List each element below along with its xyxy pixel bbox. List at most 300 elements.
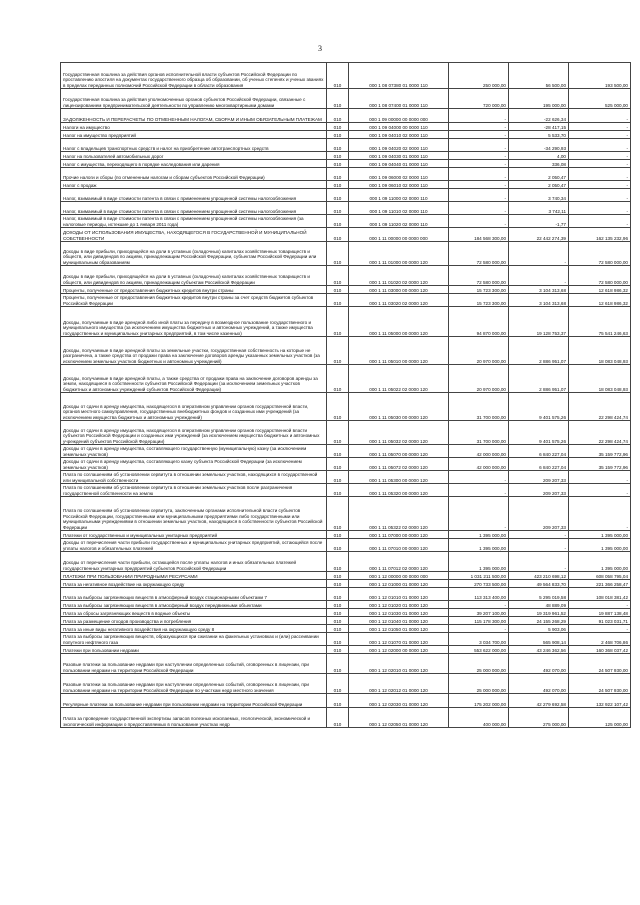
row-code-cell: 010 — [327, 294, 349, 307]
row-name-cell: Государственная пошлина за действия органов исполнительной власти субъектов Российской Федерации по проставлению апостиля на документах государственного образца об образовании, об ученых степенях и ученых званиях в пределах переданных полномочий Российской Федерации в области образования — [61, 63, 327, 89]
row-executed-cell: 22 442 274,39 — [509, 228, 569, 242]
row-unexecuted-cell: 162 135 232,96 — [569, 228, 631, 242]
row-name-cell: Доходы в виде прибыли, приходящейся на доли в уставных (складочных) капиталах хозяйственных товариществ и обществ, или дивидендов по акциям, принадлежащим Российской Федерации, субъектам Российской Федерации или муниципальным образованиям — [61, 242, 327, 266]
row-executed-cell: 492 070,00 — [509, 674, 569, 694]
row-unexecuted-cell: - — [569, 189, 631, 202]
row-kbk-cell: 000 1 12 01000 01 0000 120 — [349, 580, 449, 588]
row-unexecuted-cell: 22 298 424,74 — [569, 421, 631, 445]
row-assigned-cell: 31 700 000,00 — [449, 393, 509, 421]
row-assigned-cell: - — [449, 160, 509, 168]
row-assigned-cell: - — [449, 471, 509, 484]
table-row — [61, 617, 631, 625]
row-executed-cell: - — [509, 242, 569, 266]
row-kbk-cell: 000 1 09 11010 02 0000 110 — [349, 202, 449, 215]
row-assigned-cell: 270 733 500,00 — [449, 580, 509, 588]
row-kbk-cell: 000 1 09 00000 00 0000 000 — [349, 109, 449, 123]
row-executed-cell: 5 295 019,58 — [509, 588, 569, 601]
row-unexecuted-cell: 1 395 000,00 — [569, 539, 631, 552]
row-assigned-cell: 94 870 000,00 — [449, 307, 509, 337]
table-row — [61, 294, 631, 307]
table-row — [61, 89, 631, 109]
row-name-cell: Доходы от перечисления части прибыли, остающейся после уплаты налогов и иных обязательных платежей государственных унитарных предприятий субъектов Российской Федерации — [61, 552, 327, 572]
row-assigned-cell: 553 622 000,00 — [449, 646, 509, 654]
row-name-cell: Регулярные платежи за пользование недрами при пользовании недрами на территории Российской Федерации — [61, 694, 327, 708]
table-row — [61, 588, 631, 601]
row-name-cell: Доходы, получаемые в виде арендной платы, а также средства от продажи права на заключение договоров аренды за земли, находящиеся в собственности субъектов Российской Федерации (за исключением земельных участков бюджетных и автономных учреждений субъектов Российской Федерации) — [61, 365, 327, 393]
page-number: 3 — [318, 44, 322, 53]
row-name-cell: Плата за размещение отходов производства и потребления — [61, 617, 327, 625]
row-executed-cell: 19 128 753,37 — [509, 307, 569, 337]
table-row — [61, 168, 631, 181]
row-executed-cell: 2 050,47 — [509, 168, 569, 181]
table-row — [61, 674, 631, 694]
row-code-cell: 010 — [327, 266, 349, 286]
row-executed-cell: 9 401 575,26 — [509, 393, 569, 421]
row-executed-cell: - — [509, 531, 569, 539]
row-unexecuted-cell: 108 018 381,42 — [569, 588, 631, 601]
row-code-cell: 010 — [327, 109, 349, 123]
row-kbk-cell: 000 1 11 05072 02 0000 120 — [349, 458, 449, 471]
row-kbk-cell: 000 1 11 07010 00 0000 120 — [349, 539, 449, 552]
row-assigned-cell: 115 178 300,00 — [449, 617, 509, 625]
row-unexecuted-cell: - — [569, 152, 631, 160]
row-code-cell: 010 — [327, 202, 349, 215]
row-assigned-cell: 25 000 000,00 — [449, 654, 509, 674]
row-code-cell: 010 — [327, 552, 349, 572]
row-unexecuted-cell: 193 500,00 — [569, 63, 631, 89]
row-assigned-cell: 1 395 000,00 — [449, 531, 509, 539]
table-row — [61, 365, 631, 393]
row-assigned-cell: - — [449, 484, 509, 497]
row-assigned-cell: 72 580 000,00 — [449, 266, 509, 286]
row-code-cell: 010 — [327, 580, 349, 588]
row-executed-cell: 19 319 961,52 — [509, 609, 569, 617]
row-executed-cell: 209 207,33 — [509, 497, 569, 531]
row-name-cell: Платежи при пользовании недрами — [61, 646, 327, 654]
row-assigned-cell: - — [449, 139, 509, 152]
row-assigned-cell: 42 000 000,00 — [449, 458, 509, 471]
table-row — [61, 152, 631, 160]
row-code-cell: 010 — [327, 131, 349, 139]
table-row — [61, 286, 631, 294]
row-name-cell: Налог с продаж — [61, 181, 327, 189]
row-kbk-cell: 000 1 09 04020 02 0000 110 — [349, 139, 449, 152]
row-unexecuted-cell: 12 618 986,32 — [569, 286, 631, 294]
row-kbk-cell: 000 1 11 03020 02 0000 120 — [349, 294, 449, 307]
revenue-table-body — [61, 63, 631, 728]
row-unexecuted-cell: - — [569, 601, 631, 609]
table-row — [61, 580, 631, 588]
row-assigned-cell: 250 000,00 — [449, 63, 509, 89]
row-assigned-cell: 15 723 300,00 — [449, 286, 509, 294]
row-name-cell: ДОХОДЫ ОТ ИСПОЛЬЗОВАНИЯ ИМУЩЕСТВА, НАХОДЯЩЕГОСЯ В ГОСУДАРСТВЕННОЙ И МУНИЦИПАЛЬНОЙ СОБСТВЕННОСТИ — [61, 228, 327, 242]
table-row — [61, 242, 631, 266]
row-code-cell: 010 — [327, 421, 349, 445]
row-unexecuted-cell: 1 395 000,00 — [569, 552, 631, 572]
row-assigned-cell: 1 395 000,00 — [449, 552, 509, 572]
row-assigned-cell: - — [449, 497, 509, 531]
row-code-cell: 010 — [327, 588, 349, 601]
row-code-cell: 010 — [327, 63, 349, 89]
row-assigned-cell: 184 568 300,00 — [449, 228, 509, 242]
row-executed-cell: 336,08 — [509, 160, 569, 168]
row-unexecuted-cell: 35 159 772,96 — [569, 445, 631, 458]
table-row — [61, 625, 631, 633]
row-unexecuted-cell: 125 000,00 — [569, 708, 631, 728]
row-code-cell: 010 — [327, 365, 349, 393]
row-unexecuted-cell: 18 083 048,93 — [569, 337, 631, 365]
table-row — [61, 484, 631, 497]
row-executed-cell: 423 210 698,12 — [509, 572, 569, 580]
row-assigned-cell: - — [449, 131, 509, 139]
row-executed-cell: 3 742,11 — [509, 202, 569, 215]
row-kbk-cell: 000 1 11 07012 02 0000 120 — [349, 552, 449, 572]
row-unexecuted-cell: - — [569, 168, 631, 181]
row-name-cell: Плата за иные виды негативного воздействия на окружающую среду 8 — [61, 625, 327, 633]
row-unexecuted-cell: - — [569, 181, 631, 189]
row-unexecuted-cell: 24 507 930,00 — [569, 654, 631, 674]
table-row — [61, 228, 631, 242]
row-kbk-cell: 000 1 08 07400 01 0000 110 — [349, 89, 449, 109]
row-name-cell: Налоги на имущество — [61, 123, 327, 131]
row-executed-cell: 2 886 951,07 — [509, 365, 569, 393]
row-assigned-cell: - — [449, 181, 509, 189]
row-executed-cell: 49 564 833,70 — [509, 580, 569, 588]
row-unexecuted-cell: - — [569, 215, 631, 228]
row-executed-cell: 24 155 268,29 — [509, 617, 569, 625]
row-kbk-cell: 000 1 09 04040 01 0000 110 — [349, 160, 449, 168]
table-row — [61, 139, 631, 152]
row-code-cell: 010 — [327, 609, 349, 617]
row-name-cell: Доходы от сдачи в аренду имущества, находящегося в оперативном управлении органов государственной власти субъектов Российской Федерации и созданных ими учреждений (за исключением имущества бюджетных и автономных учреждений субъектов Российской Федерации) — [61, 421, 327, 445]
row-name-cell: Проценты, полученные от предоставления бюджетных кредитов внутри страны за счет средств бюджетов субъектов Российской Федерации — [61, 294, 327, 307]
row-assigned-cell: 400 000,00 — [449, 708, 509, 728]
row-code-cell: 010 — [327, 601, 349, 609]
row-kbk-cell: 000 1 12 02012 01 0000 120 — [349, 674, 449, 694]
row-name-cell: Налог на пользователей автомобильных дорог — [61, 152, 327, 160]
table-row — [61, 337, 631, 365]
row-name-cell: Налог, взимаемый в виде стоимости патента в связи с применением упрощенной системы налогообложения — [61, 189, 327, 202]
table-row — [61, 609, 631, 617]
table-row — [61, 189, 631, 202]
row-code-cell: 010 — [327, 654, 349, 674]
table-row — [61, 160, 631, 168]
row-executed-cell: 2 886 951,07 — [509, 337, 569, 365]
table-row — [61, 531, 631, 539]
table-row — [61, 393, 631, 421]
row-name-cell: Прочие налоги и сборы (по отмененным налогам и сборам субъектов Российской Федерации) — [61, 168, 327, 181]
row-name-cell: Доходы, получаемые в виде арендной платы за земельные участки, государственная собственность на которые не разграничена, а также средства от продажи права на заключение договоров аренды указанных земельных участков (за исключением земельных участков бюджетных и автономных учреждений) — [61, 337, 327, 365]
row-name-cell: Налог, взимаемый в виде стоимости патента в связи с применением упрощенной системы налогообложения (за налоговые периоды, истекшие до 1 января 2011 года) — [61, 215, 327, 228]
row-kbk-cell: 000 1 11 05000 00 0000 120 — [349, 307, 449, 337]
row-name-cell: Плата за выбросы загрязняющих веществ в атмосферный воздух передвижными объектами — [61, 601, 327, 609]
row-unexecuted-cell: 1 395 000,00 — [569, 531, 631, 539]
row-unexecuted-cell: - — [569, 484, 631, 497]
row-assigned-cell: 113 313 400,00 — [449, 588, 509, 601]
row-kbk-cell: 000 1 08 07380 01 0000 110 — [349, 63, 449, 89]
row-code-cell: 010 — [327, 286, 349, 294]
table-row — [61, 123, 631, 131]
row-executed-cell: 209 207,33 — [509, 471, 569, 484]
table-row — [61, 307, 631, 337]
row-code-cell: 010 — [327, 458, 349, 471]
row-code-cell: 010 — [327, 123, 349, 131]
row-name-cell: Плата по соглашениям об установлении сервитута в отношении земельных участков после разграничения государственной собственности на землю — [61, 484, 327, 497]
table-row — [61, 471, 631, 484]
row-assigned-cell: - — [449, 123, 509, 131]
table-row — [61, 181, 631, 189]
row-executed-cell: -34 290,93 — [509, 139, 569, 152]
row-unexecuted-cell: 608 058 795,04 — [569, 572, 631, 580]
row-kbk-cell: 000 1 11 05070 00 0000 120 — [349, 445, 449, 458]
row-assigned-cell: - — [449, 189, 509, 202]
row-name-cell: ЗАДОЛЖЕННОСТЬ И ПЕРЕРАСЧЕТЫ ПО ОТМЕНЕННЫМ НАЛОГАМ, СБОРАМ И ИНЫМ ОБЯЗАТЕЛЬНЫМ ПЛАТЕЖАМ — [61, 109, 327, 123]
row-unexecuted-cell: - — [569, 497, 631, 531]
row-executed-cell: -22 626,34 — [509, 109, 569, 123]
row-executed-cell: - — [509, 266, 569, 286]
row-name-cell: Доходы от сдачи в аренду имущества, составляющего казну субъекта Российской Федерации (за исключением земельных участков) — [61, 458, 327, 471]
row-assigned-cell: 1 031 211 500,00 — [449, 572, 509, 580]
row-kbk-cell: 000 1 11 05032 02 0000 120 — [349, 421, 449, 445]
row-name-cell: Налог с владельцев транспортных средств и налог на приобретение автотранспортных средств — [61, 139, 327, 152]
row-code-cell: 010 — [327, 228, 349, 242]
row-name-cell: ПЛАТЕЖИ ПРИ ПОЛЬЗОВАНИИ ПРИРОДНЫМИ РЕСУРСАМИ — [61, 572, 327, 580]
row-assigned-cell: - — [449, 152, 509, 160]
row-code-cell: 010 — [327, 694, 349, 708]
row-code-cell: 010 — [327, 160, 349, 168]
table-row — [61, 708, 631, 728]
row-unexecuted-cell: 91 023 031,71 — [569, 617, 631, 625]
row-executed-cell: 275 000,00 — [509, 708, 569, 728]
row-kbk-cell: 000 1 09 06010 02 0000 110 — [349, 181, 449, 189]
row-code-cell: 010 — [327, 307, 349, 337]
row-kbk-cell: 000 1 12 02050 01 0000 120 — [349, 708, 449, 728]
row-name-cell: Платежи от государственных и муниципальных унитарных предприятий — [61, 531, 327, 539]
table-row — [61, 694, 631, 708]
row-kbk-cell: 000 1 09 11020 02 0000 110 — [349, 215, 449, 228]
row-unexecuted-cell: 160 368 037,42 — [569, 646, 631, 654]
row-unexecuted-cell: 22 298 424,74 — [569, 393, 631, 421]
row-name-cell: Разовые платежи за пользование недрами при наступлении определенных событий, оговоренных в лицензии, при пользовании недрами на территории Российской Федерации по участкам недр местного значения — [61, 674, 327, 694]
table-row — [61, 646, 631, 654]
table-row — [61, 633, 631, 646]
row-name-cell: Доходы, получаемые в виде арендной либо иной платы за передачу в возмездное пользование государственного и муниципального имущества (за исключением имущества бюджетных и автономных учреждений, а также имущества государственных и муниципальных унитарных предприятий, в том числе казенных) — [61, 307, 327, 337]
row-kbk-cell: 000 1 11 00000 00 0000 000 — [349, 228, 449, 242]
row-kbk-cell: 000 1 11 05022 02 0000 120 — [349, 365, 449, 393]
table-row — [61, 458, 631, 471]
row-code-cell: 010 — [327, 625, 349, 633]
row-unexecuted-cell: 19 887 138,48 — [569, 609, 631, 617]
row-name-cell: Плата по соглашениям об установлении сервитута в отношении земельных участков, находящихся в государственной или муниципальной собственности — [61, 471, 327, 484]
row-name-cell: Доходы от сдачи в аренду имущества, находящегося в оперативном управлении органов государственной власти, органов местного самоуправления, государственных внебюджетных фондов и созданных ими учреждений (за исключением имущества бюджетных и автономных учреждений) — [61, 393, 327, 421]
row-executed-cell: 56 500,00 — [509, 63, 569, 89]
row-assigned-cell: 3 034 700,00 — [449, 633, 509, 646]
table-row — [61, 266, 631, 286]
row-assigned-cell: 720 000,00 — [449, 89, 509, 109]
row-code-cell: 010 — [327, 674, 349, 694]
row-kbk-cell: 000 1 11 01000 00 0000 120 — [349, 242, 449, 266]
row-code-cell: 010 — [327, 484, 349, 497]
row-kbk-cell: 000 1 12 01050 01 0000 120 — [349, 625, 449, 633]
row-unexecuted-cell: - — [569, 625, 631, 633]
row-executed-cell: 195 000,00 — [509, 89, 569, 109]
row-code-cell: 010 — [327, 471, 349, 484]
row-kbk-cell: 000 1 12 01070 01 0000 120 — [349, 633, 449, 646]
table-row — [61, 109, 631, 123]
row-kbk-cell: 000 1 12 01020 01 0000 120 — [349, 601, 449, 609]
row-unexecuted-cell: 35 159 772,96 — [569, 458, 631, 471]
row-executed-cell: 4,00 — [509, 152, 569, 160]
row-kbk-cell: 000 1 12 00000 00 0000 000 — [349, 572, 449, 580]
row-kbk-cell: 000 1 11 05300 00 0000 120 — [349, 471, 449, 484]
row-kbk-cell: 000 1 12 02000 00 0000 120 — [349, 646, 449, 654]
row-executed-cell: 43 246 362,56 — [509, 646, 569, 654]
row-kbk-cell: 000 1 09 04010 02 0000 110 — [349, 131, 449, 139]
row-executed-cell: 9 401 575,26 — [509, 421, 569, 445]
row-code-cell: 010 — [327, 539, 349, 552]
row-code-cell: 010 — [327, 708, 349, 728]
row-name-cell: Государственная пошлина за действия уполномоченных органов субъектов Российской Федерации, связанные с лицензированием предпринимательской деятельности по управлению многоквартирными домами — [61, 89, 327, 109]
row-unexecuted-cell: 75 541 246,63 — [569, 307, 631, 337]
row-unexecuted-cell: 24 507 930,00 — [569, 674, 631, 694]
table-row — [61, 552, 631, 572]
row-assigned-cell: 72 580 000,00 — [449, 242, 509, 266]
row-assigned-cell: - — [449, 202, 509, 215]
row-code-cell: 010 — [327, 337, 349, 365]
row-executed-cell: -1,77 — [509, 215, 569, 228]
row-kbk-cell: 000 1 11 05322 02 0000 120 — [349, 497, 449, 531]
row-kbk-cell: 000 1 12 01040 01 0000 120 — [349, 617, 449, 625]
row-executed-cell: 5 533,70 — [509, 131, 569, 139]
row-assigned-cell: 31 700 000,00 — [449, 421, 509, 445]
row-code-cell: 010 — [327, 181, 349, 189]
row-kbk-cell: 000 1 12 01010 01 0000 120 — [349, 588, 449, 601]
row-executed-cell: 3 740,34 — [509, 189, 569, 202]
row-name-cell: Доходы от сдачи в аренду имущества, составляющего государственную (муниципальную) казну (за исключением земельных участков) — [61, 445, 327, 458]
table-row — [61, 539, 631, 552]
row-assigned-cell: - — [449, 601, 509, 609]
row-executed-cell: 3 104 313,68 — [509, 286, 569, 294]
row-unexecuted-cell: - — [569, 202, 631, 215]
row-executed-cell: - — [509, 539, 569, 552]
row-name-cell: Плата за сбросы загрязняющих веществ в водные объекты — [61, 609, 327, 617]
row-name-cell: Плата за выбросы загрязняющих веществ в атмосферный воздух стационарными объектами 7 — [61, 588, 327, 601]
row-kbk-cell: 000 1 11 05320 00 0000 120 — [349, 484, 449, 497]
table-row — [61, 63, 631, 89]
row-unexecuted-cell: 72 580 000,00 — [569, 266, 631, 286]
row-unexecuted-cell: 12 618 986,32 — [569, 294, 631, 307]
row-kbk-cell: 000 1 12 01030 01 0000 120 — [349, 609, 449, 617]
row-kbk-cell: 000 1 09 04000 00 0000 110 — [349, 123, 449, 131]
row-unexecuted-cell: - — [569, 131, 631, 139]
row-executed-cell: 42 279 692,58 — [509, 694, 569, 708]
row-name-cell: Доходы от перечисления части прибыли государственных и муниципальных унитарных предприятий, остающейся после уплаты налогов и обязательных платежей — [61, 539, 327, 552]
row-kbk-cell: 000 1 09 06000 02 0000 110 — [349, 168, 449, 181]
row-code-cell: 010 — [327, 168, 349, 181]
row-executed-cell: 5 903,06 — [509, 625, 569, 633]
row-kbk-cell: 000 1 09 11000 02 0000 110 — [349, 189, 449, 202]
row-executed-cell: -28 417,15 — [509, 123, 569, 131]
row-name-cell: Плата за выбросы загрязняющих веществ, образующихся при сжигании на факельных установках и (или) рассеивании попутного нефтяного газа — [61, 633, 327, 646]
row-code-cell: 010 — [327, 89, 349, 109]
row-code-cell: 010 — [327, 445, 349, 458]
row-code-cell: 010 — [327, 497, 349, 531]
table-row — [61, 601, 631, 609]
row-assigned-cell: 39 207 100,00 — [449, 609, 509, 617]
row-kbk-cell: 000 1 12 02030 01 0000 120 — [349, 694, 449, 708]
table-row — [61, 131, 631, 139]
row-name-cell: Плата за негативное воздействие на окружающую среду — [61, 580, 327, 588]
table-row — [61, 497, 631, 531]
row-code-cell: 010 — [327, 531, 349, 539]
row-unexecuted-cell: 2 468 706,86 — [569, 633, 631, 646]
row-executed-cell: 492 070,00 — [509, 654, 569, 674]
row-code-cell: 010 — [327, 242, 349, 266]
row-unexecuted-cell: - — [569, 139, 631, 152]
row-name-cell: Плата по соглашениям об установлении сервитута, заключенным органами исполнительной власти субъектов Российской Федерации, государственными или муниципальными предприятиями либо государственными или муниципальными учреждениями в отношении земельных участков, находящихся в собственности субъектов Российской Федерации — [61, 497, 327, 531]
row-unexecuted-cell: 525 000,00 — [569, 89, 631, 109]
table-row — [61, 572, 631, 580]
row-code-cell: 010 — [327, 572, 349, 580]
row-kbk-cell: 000 1 11 07000 00 0000 120 — [349, 531, 449, 539]
table-row — [61, 445, 631, 458]
row-assigned-cell: - — [449, 625, 509, 633]
table-row — [61, 215, 631, 228]
row-assigned-cell: 25 000 000,00 — [449, 674, 509, 694]
row-name-cell: Налог, взимаемый в виде стоимости патента в связи с применением упрощенной системы налогообложения — [61, 202, 327, 215]
row-executed-cell: 6 840 227,04 — [509, 445, 569, 458]
table-row — [61, 202, 631, 215]
row-assigned-cell: - — [449, 168, 509, 181]
row-assigned-cell: 20 970 000,00 — [449, 365, 509, 393]
row-kbk-cell: 000 1 11 05030 00 0000 120 — [349, 393, 449, 421]
row-unexecuted-cell: 221 366 258,47 — [569, 580, 631, 588]
row-name-cell: Доходы в виде прибыли, приходящейся на доли в уставных (складочных) капиталах хозяйственных товариществ и обществ, или дивидендов по акциям, принадлежащим субъектам Российской Федерации — [61, 266, 327, 286]
row-code-cell: 010 — [327, 152, 349, 160]
row-code-cell: 010 — [327, 189, 349, 202]
row-code-cell: 010 — [327, 393, 349, 421]
table-row — [61, 421, 631, 445]
row-name-cell: Налог на имущество предприятий — [61, 131, 327, 139]
row-executed-cell: 2 050,47 — [509, 181, 569, 189]
row-kbk-cell: 000 1 09 04030 01 0000 110 — [349, 152, 449, 160]
row-unexecuted-cell: - — [569, 160, 631, 168]
row-unexecuted-cell: - — [569, 123, 631, 131]
row-kbk-cell: 000 1 12 02010 01 0000 120 — [349, 654, 449, 674]
row-executed-cell: 48 889,09 — [509, 601, 569, 609]
revenue-table — [60, 62, 631, 728]
row-kbk-cell: 000 1 11 05010 00 0000 120 — [349, 337, 449, 365]
row-code-cell: 010 — [327, 633, 349, 646]
row-assigned-cell: 42 000 000,00 — [449, 445, 509, 458]
row-name-cell: Проценты, полученные от предоставления бюджетных кредитов внутри страны — [61, 286, 327, 294]
row-code-cell: 010 — [327, 646, 349, 654]
row-executed-cell: 209 207,33 — [509, 484, 569, 497]
row-code-cell: 010 — [327, 139, 349, 152]
row-assigned-cell: 175 202 000,00 — [449, 694, 509, 708]
row-code-cell: 010 — [327, 215, 349, 228]
row-kbk-cell: 000 1 11 03000 00 0000 120 — [349, 286, 449, 294]
row-executed-cell: 565 908,14 — [509, 633, 569, 646]
row-executed-cell: 6 840 227,04 — [509, 458, 569, 471]
row-assigned-cell: 20 970 000,00 — [449, 337, 509, 365]
row-name-cell: Разовые платежи за пользование недрами при наступлении определенных событий, оговоренных в лицензии, при пользовании недрами на территории Российской Федерации — [61, 654, 327, 674]
table-row — [61, 654, 631, 674]
row-name-cell: Налог с имущества, переходящего в порядке наследования или дарения — [61, 160, 327, 168]
row-kbk-cell: 000 1 11 01020 02 0000 120 — [349, 266, 449, 286]
row-unexecuted-cell: 72 580 000,00 — [569, 242, 631, 266]
row-code-cell: 010 — [327, 617, 349, 625]
